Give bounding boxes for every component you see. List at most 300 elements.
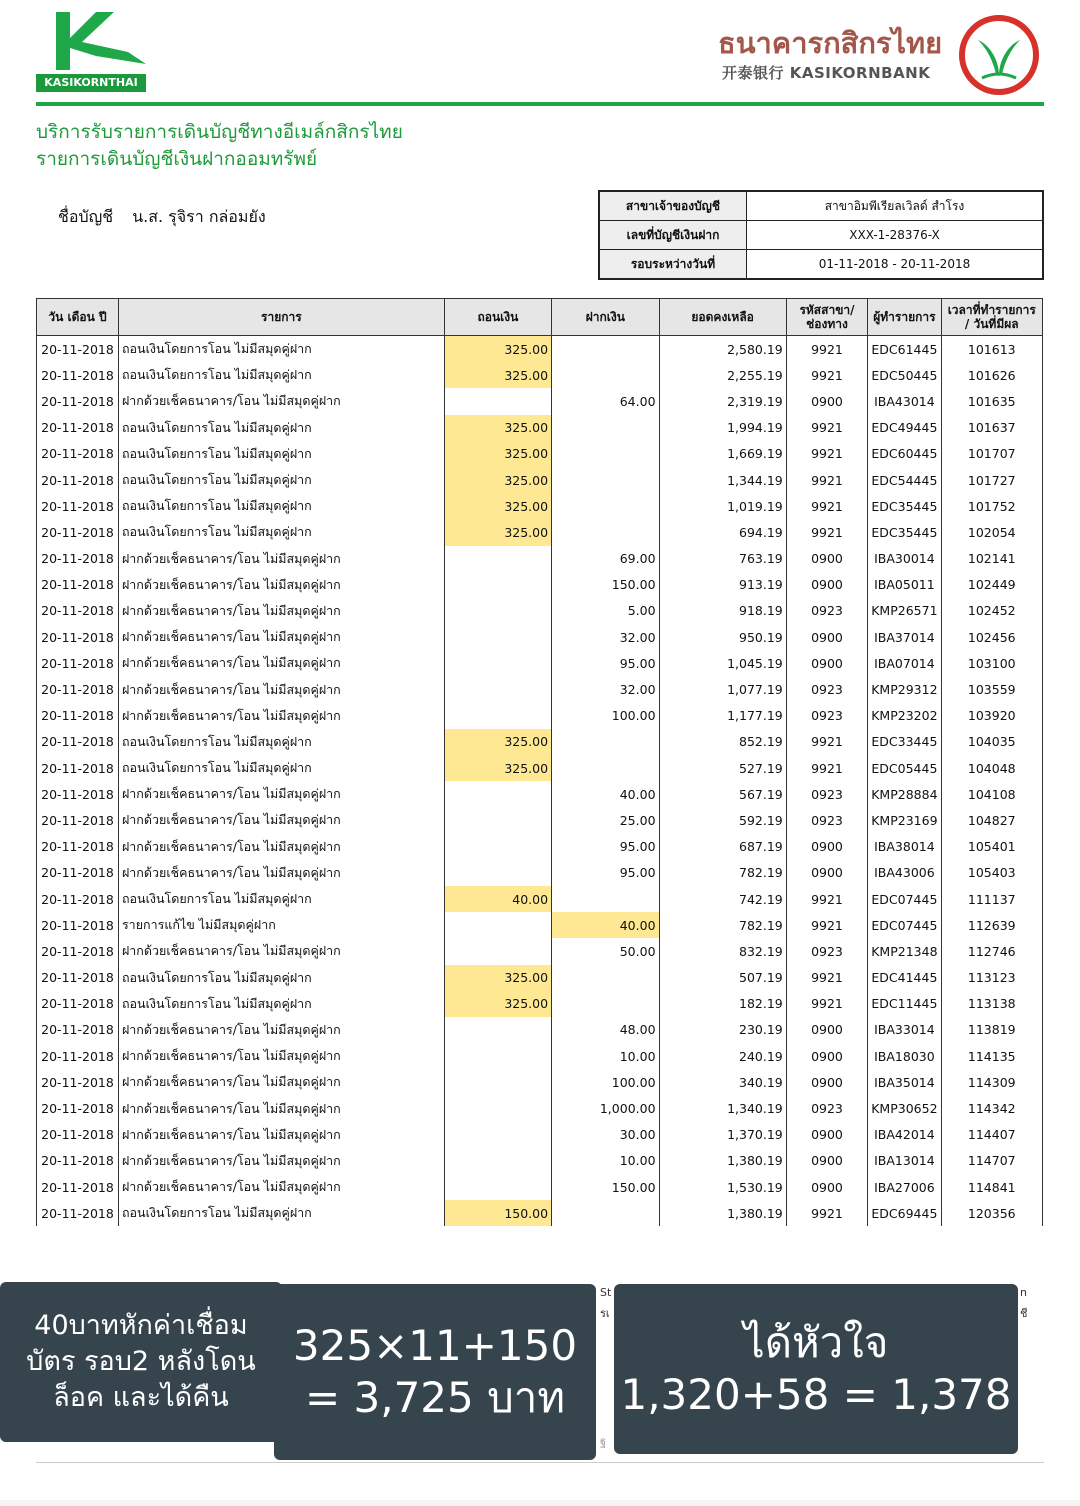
cell-description: ถอนเงินโดยการโอน ไม่มีสมุดคู่ฝาก — [118, 991, 444, 1017]
cell-description: ถอนเงินโดยการโอน ไม่มีสมุดคู่ฝาก — [118, 493, 444, 519]
cell-branch: 0923 — [786, 938, 867, 964]
cell-balance: 1,370.19 — [659, 1122, 786, 1148]
annotation-text: 40บาทหักค่าเชื่อม บัตร รอบ2 หลังโดน ล็อค และได้คืน — [26, 1310, 256, 1413]
cell-time: 101626 — [941, 362, 1042, 388]
cell-description: ถอนเงินโดยการโอน ไม่มีสมุดคู่ฝาก — [118, 362, 444, 388]
cell-description: ฝากด้วยเช็คธนาคาร/โอน ไม่มีสมุดคู่ฝาก — [118, 1043, 444, 1069]
cell-deposit: 95.00 — [552, 834, 659, 860]
cell-balance: 694.19 — [659, 519, 786, 545]
cell-deposit: 5.00 — [552, 598, 659, 624]
cell-date: 20-11-2018 — [37, 1200, 119, 1226]
table-row — [37, 912, 1043, 938]
cell-branch: 0923 — [786, 598, 867, 624]
cell-time: 102449 — [941, 572, 1042, 598]
cell-date: 20-11-2018 — [37, 388, 119, 414]
hidden-text-fragment: St — [600, 1286, 612, 1299]
table-row — [37, 546, 1043, 572]
cell-teller: IBA38014 — [868, 834, 941, 860]
col-header-branch: รหัสสาขา/ ช่องทาง — [786, 299, 867, 336]
account-name-label: ชื่อบัญชี — [58, 207, 114, 226]
cell-balance: 592.19 — [659, 807, 786, 833]
transactions-table — [36, 298, 1043, 1226]
account-info-box — [598, 190, 1044, 280]
cell-deposit: 40.00 — [552, 781, 659, 807]
cell-description: ถอนเงินโดยการโอน ไม่มีสมุดคู่ฝาก — [118, 886, 444, 912]
table-row — [37, 388, 1043, 414]
cell-balance: 1,340.19 — [659, 1095, 786, 1121]
cell-branch: 0900 — [786, 388, 867, 414]
cell-date: 20-11-2018 — [37, 1017, 119, 1043]
cell-time: 103100 — [941, 650, 1042, 676]
cell-date: 20-11-2018 — [37, 598, 119, 624]
cell-deposit: 10.00 — [552, 1148, 659, 1174]
cell-balance: 918.19 — [659, 598, 786, 624]
cell-teller: KMP28884 — [868, 781, 941, 807]
cell-date: 20-11-2018 — [37, 965, 119, 991]
cell-branch: 0900 — [786, 860, 867, 886]
cell-teller: IBA33014 — [868, 1017, 941, 1043]
cell-withdraw: 325.00 — [444, 991, 551, 1017]
cell-date: 20-11-2018 — [37, 1043, 119, 1069]
cell-balance: 950.19 — [659, 624, 786, 650]
cell-branch: 9921 — [786, 1200, 867, 1226]
cell-teller: IBA43006 — [868, 860, 941, 886]
col-header-time: เวลาที่ทำรายการ / วันที่มีผล — [941, 299, 1042, 336]
col-header-description: รายการ — [118, 299, 444, 336]
cell-balance: 763.19 — [659, 546, 786, 572]
cell-branch: 0900 — [786, 1174, 867, 1200]
cell-description: ฝากด้วยเช็คธนาคาร/โอน ไม่มีสมุดคู่ฝาก — [118, 781, 444, 807]
table-row — [37, 860, 1043, 886]
cell-time: 112639 — [941, 912, 1042, 938]
cell-teller: IBA05011 — [868, 572, 941, 598]
cell-description: ฝากด้วยเช็คธนาคาร/โอน ไม่มีสมุดคู่ฝาก — [118, 598, 444, 624]
hidden-text-fragment: ฐ — [600, 1435, 607, 1448]
cell-deposit — [552, 493, 659, 519]
cell-branch: 0900 — [786, 1069, 867, 1095]
cell-withdraw — [444, 572, 551, 598]
cell-deposit: 95.00 — [552, 860, 659, 886]
cell-teller: IBA18030 — [868, 1043, 941, 1069]
cell-branch: 0900 — [786, 1148, 867, 1174]
cell-teller: EDC49445 — [868, 415, 941, 441]
cell-date: 20-11-2018 — [37, 834, 119, 860]
cell-balance: 2,580.19 — [659, 336, 786, 363]
cell-time: 102452 — [941, 598, 1042, 624]
table-row — [37, 991, 1043, 1017]
table-row — [37, 729, 1043, 755]
bank-name-sub: 开泰银行 KASIKORNBANK — [722, 64, 931, 82]
table-row — [37, 886, 1043, 912]
cell-date: 20-11-2018 — [37, 362, 119, 388]
hidden-text-fragment: ชี — [1020, 1307, 1028, 1320]
cell-teller: EDC33445 — [868, 729, 941, 755]
table-row — [37, 1095, 1043, 1121]
cell-balance: 742.19 — [659, 886, 786, 912]
cell-time: 102054 — [941, 519, 1042, 545]
cell-time: 102456 — [941, 624, 1042, 650]
cell-teller: KMP30652 — [868, 1095, 941, 1121]
cell-balance: 240.19 — [659, 1043, 786, 1069]
cell-deposit — [552, 519, 659, 545]
table-row — [37, 336, 1043, 363]
cell-description: ฝากด้วยเช็คธนาคาร/โอน ไม่มีสมุดคู่ฝาก — [118, 1069, 444, 1095]
cell-withdraw: 325.00 — [444, 493, 551, 519]
cell-deposit: 30.00 — [552, 1122, 659, 1148]
cell-withdraw — [444, 1017, 551, 1043]
cell-deposit — [552, 336, 659, 363]
footer-divider — [36, 1462, 1044, 1463]
cell-deposit: 100.00 — [552, 703, 659, 729]
cell-description: ฝากด้วยเช็คธนาคาร/โอน ไม่มีสมุดคู่ฝาก — [118, 938, 444, 964]
cell-date: 20-11-2018 — [37, 860, 119, 886]
cell-teller: KMP23169 — [868, 807, 941, 833]
cell-time: 111137 — [941, 886, 1042, 912]
cell-withdraw: 325.00 — [444, 519, 551, 545]
header-divider — [36, 102, 1044, 106]
cell-description: ฝากด้วยเช็คธนาคาร/โอน ไม่มีสมุดคู่ฝาก — [118, 676, 444, 702]
cell-withdraw — [444, 388, 551, 414]
annotation-hearts-sum — [614, 1284, 1018, 1454]
cell-date: 20-11-2018 — [37, 886, 119, 912]
cell-time: 114135 — [941, 1043, 1042, 1069]
cell-time: 120356 — [941, 1200, 1042, 1226]
cell-date: 20-11-2018 — [37, 493, 119, 519]
cell-branch: 9921 — [786, 441, 867, 467]
table-row — [37, 572, 1043, 598]
cell-deposit: 150.00 — [552, 1174, 659, 1200]
cell-time: 113123 — [941, 965, 1042, 991]
cell-date: 20-11-2018 — [37, 572, 119, 598]
cell-branch: 0923 — [786, 781, 867, 807]
cell-time: 114309 — [941, 1069, 1042, 1095]
table-row — [37, 493, 1043, 519]
info-label: สาขาเจ้าของบัญชี — [600, 192, 747, 221]
info-value: สาขาอิมพีเรียลเวิลด์ สำโรง — [747, 192, 1043, 221]
brand-label: KASIKORNTHAI — [36, 74, 146, 92]
cell-branch: 0900 — [786, 1122, 867, 1148]
cell-time: 103920 — [941, 703, 1042, 729]
cell-branch: 0900 — [786, 572, 867, 598]
service-title: บริการรับรายการเดินบัญชีทางอีเมล์กสิกรไทย — [36, 121, 403, 143]
table-row — [37, 519, 1043, 545]
cell-deposit: 50.00 — [552, 938, 659, 964]
cell-branch: 0900 — [786, 546, 867, 572]
cell-teller: IBA42014 — [868, 1122, 941, 1148]
cell-time: 105403 — [941, 860, 1042, 886]
cell-date: 20-11-2018 — [37, 912, 119, 938]
cell-teller: EDC61445 — [868, 336, 941, 363]
cell-deposit: 40.00 — [552, 912, 659, 938]
cell-branch: 9921 — [786, 729, 867, 755]
cell-withdraw — [444, 650, 551, 676]
cell-branch: 9921 — [786, 912, 867, 938]
table-row — [37, 1043, 1043, 1069]
cell-branch: 9921 — [786, 493, 867, 519]
cell-withdraw — [444, 676, 551, 702]
cell-description: ฝากด้วยเช็คธนาคาร/โอน ไม่มีสมุดคู่ฝาก — [118, 572, 444, 598]
cell-balance: 1,380.19 — [659, 1148, 786, 1174]
cell-time: 105401 — [941, 834, 1042, 860]
cell-teller: IBA35014 — [868, 1069, 941, 1095]
cell-branch: 9921 — [786, 362, 867, 388]
cell-balance: 340.19 — [659, 1069, 786, 1095]
cell-withdraw — [444, 807, 551, 833]
cell-description: ถอนเงินโดยการโอน ไม่มีสมุดคู่ฝาก — [118, 755, 444, 781]
cell-balance: 1,019.19 — [659, 493, 786, 519]
cell-balance: 1,994.19 — [659, 415, 786, 441]
cell-time: 104827 — [941, 807, 1042, 833]
cell-date: 20-11-2018 — [37, 991, 119, 1017]
cell-deposit — [552, 729, 659, 755]
annotation-line: 325×11+150 — [292, 1321, 578, 1370]
cell-branch: 0900 — [786, 624, 867, 650]
cell-withdraw: 150.00 — [444, 1200, 551, 1226]
cell-deposit — [552, 886, 659, 912]
cell-teller: IBA43014 — [868, 388, 941, 414]
cell-teller: IBA13014 — [868, 1148, 941, 1174]
cell-time: 101635 — [941, 388, 1042, 414]
cell-teller: EDC35445 — [868, 493, 941, 519]
cell-date: 20-11-2018 — [37, 781, 119, 807]
cell-time: 113138 — [941, 991, 1042, 1017]
cell-description: ฝากด้วยเช็คธนาคาร/โอน ไม่มีสมุดคู่ฝาก — [118, 388, 444, 414]
cell-balance: 913.19 — [659, 572, 786, 598]
cell-description: ถอนเงินโดยการโอน ไม่มีสมุดคู่ฝาก — [118, 415, 444, 441]
cell-description: ฝากด้วยเช็คธนาคาร/โอน ไม่มีสมุดคู่ฝาก — [118, 546, 444, 572]
cell-deposit: 32.00 — [552, 676, 659, 702]
cell-time: 101637 — [941, 415, 1042, 441]
cell-deposit: 95.00 — [552, 650, 659, 676]
col-header-balance: ยอดคงเหลือ — [659, 299, 786, 336]
cell-description: ฝากด้วยเช็คธนาคาร/โอน ไม่มีสมุดคู่ฝาก — [118, 1017, 444, 1043]
cell-balance: 527.19 — [659, 755, 786, 781]
cell-date: 20-11-2018 — [37, 938, 119, 964]
transactions-body — [37, 336, 1043, 1227]
cell-description: ฝากด้วยเช็คธนาคาร/โอน ไม่มีสมุดคู่ฝาก — [118, 703, 444, 729]
cell-withdraw — [444, 624, 551, 650]
cell-date: 20-11-2018 — [37, 546, 119, 572]
cell-balance: 182.19 — [659, 991, 786, 1017]
cell-branch: 9921 — [786, 467, 867, 493]
cell-withdraw — [444, 912, 551, 938]
cell-description: ฝากด้วยเช็คธนาคาร/โอน ไม่มีสมุดคู่ฝาก — [118, 1095, 444, 1121]
cell-withdraw — [444, 1069, 551, 1095]
cell-balance: 1,077.19 — [659, 676, 786, 702]
annotation-line: ได้หัวใจ — [743, 1318, 889, 1367]
cell-date: 20-11-2018 — [37, 467, 119, 493]
col-header-teller: ผู้ทำรายการ — [868, 299, 941, 336]
cell-withdraw: 325.00 — [444, 336, 551, 363]
table-row — [37, 624, 1043, 650]
cell-date: 20-11-2018 — [37, 1095, 119, 1121]
col-header-withdraw: ถอนเงิน — [444, 299, 551, 336]
cell-date: 20-11-2018 — [37, 703, 119, 729]
cell-teller: IBA30014 — [868, 546, 941, 572]
cell-teller: KMP23202 — [868, 703, 941, 729]
k-logo-icon — [36, 8, 148, 74]
cell-deposit — [552, 441, 659, 467]
cell-withdraw — [444, 1148, 551, 1174]
annotation-line: 1,320+58 = 1,378 — [620, 1370, 1012, 1419]
cell-balance: 782.19 — [659, 860, 786, 886]
cell-balance: 782.19 — [659, 912, 786, 938]
cell-deposit — [552, 1200, 659, 1226]
cell-time: 101752 — [941, 493, 1042, 519]
cell-time: 112746 — [941, 938, 1042, 964]
cell-balance: 2,255.19 — [659, 362, 786, 388]
cell-withdraw — [444, 1043, 551, 1069]
cell-branch: 0923 — [786, 676, 867, 702]
account-name-value: น.ส. รุจิรา กล่อมยัง — [132, 207, 266, 226]
table-row — [37, 781, 1043, 807]
table-row — [37, 1174, 1043, 1200]
cell-teller: EDC35445 — [868, 519, 941, 545]
cell-time: 102141 — [941, 546, 1042, 572]
cell-date: 20-11-2018 — [37, 1069, 119, 1095]
cell-description: ถอนเงินโดยการโอน ไม่มีสมุดคู่ฝาก — [118, 441, 444, 467]
kasikornthai-logo — [36, 8, 148, 94]
cell-time: 103559 — [941, 676, 1042, 702]
cell-description: รายการแก้ไข ไม่มีสมุดคู่ฝาก — [118, 912, 444, 938]
cell-withdraw — [444, 1174, 551, 1200]
table-row — [37, 755, 1043, 781]
cell-deposit: 48.00 — [552, 1017, 659, 1043]
cell-deposit — [552, 415, 659, 441]
hidden-text-fragment: รเ — [600, 1307, 610, 1320]
cell-deposit: 10.00 — [552, 1043, 659, 1069]
cell-deposit: 100.00 — [552, 1069, 659, 1095]
cell-date: 20-11-2018 — [37, 519, 119, 545]
cell-date: 20-11-2018 — [37, 441, 119, 467]
cell-deposit: 25.00 — [552, 807, 659, 833]
cell-description: ฝากด้วยเช็คธนาคาร/โอน ไม่มีสมุดคู่ฝาก — [118, 834, 444, 860]
info-row-account-number — [600, 221, 1043, 250]
table-row — [37, 415, 1043, 441]
cell-withdraw — [444, 1122, 551, 1148]
info-label: เลขที่บัญชีเงินฝาก — [600, 221, 747, 250]
cell-teller: IBA07014 — [868, 650, 941, 676]
cell-deposit — [552, 965, 659, 991]
cell-description: ถอนเงินโดยการโอน ไม่มีสมุดคู่ฝาก — [118, 1200, 444, 1226]
cell-balance: 832.19 — [659, 938, 786, 964]
cell-deposit: 64.00 — [552, 388, 659, 414]
cell-description: ถอนเงินโดยการโอน ไม่มีสมุดคู่ฝาก — [118, 519, 444, 545]
cell-branch: 9921 — [786, 755, 867, 781]
annotation-line: = 3,725 บาท — [304, 1373, 566, 1422]
cell-branch: 9921 — [786, 519, 867, 545]
cell-teller: KMP21348 — [868, 938, 941, 964]
info-value: 01-11-2018 - 20-11-2018 — [747, 250, 1043, 279]
cell-teller: EDC60445 — [868, 441, 941, 467]
cell-deposit — [552, 467, 659, 493]
cell-date: 20-11-2018 — [37, 755, 119, 781]
cell-withdraw: 40.00 — [444, 886, 551, 912]
cell-date: 20-11-2018 — [37, 1148, 119, 1174]
table-row — [37, 703, 1043, 729]
cell-teller: IBA37014 — [868, 624, 941, 650]
cell-withdraw: 325.00 — [444, 965, 551, 991]
cell-branch: 9921 — [786, 886, 867, 912]
table-row — [37, 807, 1043, 833]
cell-teller: IBA27006 — [868, 1174, 941, 1200]
cell-withdraw — [444, 938, 551, 964]
cell-deposit — [552, 755, 659, 781]
cell-teller: EDC11445 — [868, 991, 941, 1017]
cell-withdraw — [444, 834, 551, 860]
cell-time: 101613 — [941, 336, 1042, 363]
cell-time: 104048 — [941, 755, 1042, 781]
kbank-emblem-icon — [958, 14, 1040, 96]
table-row — [37, 650, 1043, 676]
cell-teller: EDC05445 — [868, 755, 941, 781]
cell-date: 20-11-2018 — [37, 624, 119, 650]
cell-deposit: 69.00 — [552, 546, 659, 572]
table-row — [37, 598, 1043, 624]
cell-date: 20-11-2018 — [37, 676, 119, 702]
hidden-text-fragment: n — [1020, 1286, 1027, 1299]
cell-description: ฝากด้วยเช็คธนาคาร/โอน ไม่มีสมุดคู่ฝาก — [118, 1122, 444, 1148]
cell-date: 20-11-2018 — [37, 1174, 119, 1200]
cell-branch: 0923 — [786, 1095, 867, 1121]
cell-time: 114707 — [941, 1148, 1042, 1174]
statement-title: รายการเดินบัญชีเงินฝากออมทรัพย์ — [36, 148, 318, 170]
cell-description: ฝากด้วยเช็คธนาคาร/โอน ไม่มีสมุดคู่ฝาก — [118, 1148, 444, 1174]
info-row-period — [600, 250, 1043, 279]
cell-description: ฝากด้วยเช็คธนาคาร/โอน ไม่มีสมุดคู่ฝาก — [118, 650, 444, 676]
cell-withdraw — [444, 546, 551, 572]
table-row — [37, 362, 1043, 388]
table-row — [37, 1122, 1043, 1148]
account-name — [58, 205, 280, 230]
cell-withdraw: 325.00 — [444, 415, 551, 441]
cell-withdraw: 325.00 — [444, 467, 551, 493]
table-row — [37, 1200, 1043, 1226]
cell-deposit: 150.00 — [552, 572, 659, 598]
cell-date: 20-11-2018 — [37, 1122, 119, 1148]
table-row — [37, 938, 1043, 964]
info-label: รอบระหว่างวันที่ — [600, 250, 747, 279]
cell-time: 104035 — [941, 729, 1042, 755]
cell-description: ถอนเงินโดยการโอน ไม่มีสมุดคู่ฝาก — [118, 467, 444, 493]
cell-withdraw — [444, 860, 551, 886]
table-row — [37, 676, 1043, 702]
cell-withdraw — [444, 703, 551, 729]
table-row — [37, 834, 1043, 860]
cell-deposit — [552, 362, 659, 388]
cell-teller: EDC41445 — [868, 965, 941, 991]
cell-balance: 2,319.19 — [659, 388, 786, 414]
cell-description: ฝากด้วยเช็คธนาคาร/โอน ไม่มีสมุดคู่ฝาก — [118, 624, 444, 650]
cell-balance: 567.19 — [659, 781, 786, 807]
cell-teller: KMP29312 — [868, 676, 941, 702]
annotation-fee-note — [0, 1282, 282, 1442]
cell-balance: 507.19 — [659, 965, 786, 991]
cell-branch: 0923 — [786, 703, 867, 729]
cell-time: 101707 — [941, 441, 1042, 467]
table-header-row — [37, 299, 1043, 336]
cell-date: 20-11-2018 — [37, 729, 119, 755]
cell-deposit: 32.00 — [552, 624, 659, 650]
cell-branch: 9921 — [786, 415, 867, 441]
cell-balance: 230.19 — [659, 1017, 786, 1043]
cell-withdraw: 325.00 — [444, 441, 551, 467]
annotation-withdraw-sum — [274, 1284, 596, 1460]
cell-balance: 852.19 — [659, 729, 786, 755]
table-row — [37, 1148, 1043, 1174]
cell-balance: 1,344.19 — [659, 467, 786, 493]
cell-date: 20-11-2018 — [37, 415, 119, 441]
